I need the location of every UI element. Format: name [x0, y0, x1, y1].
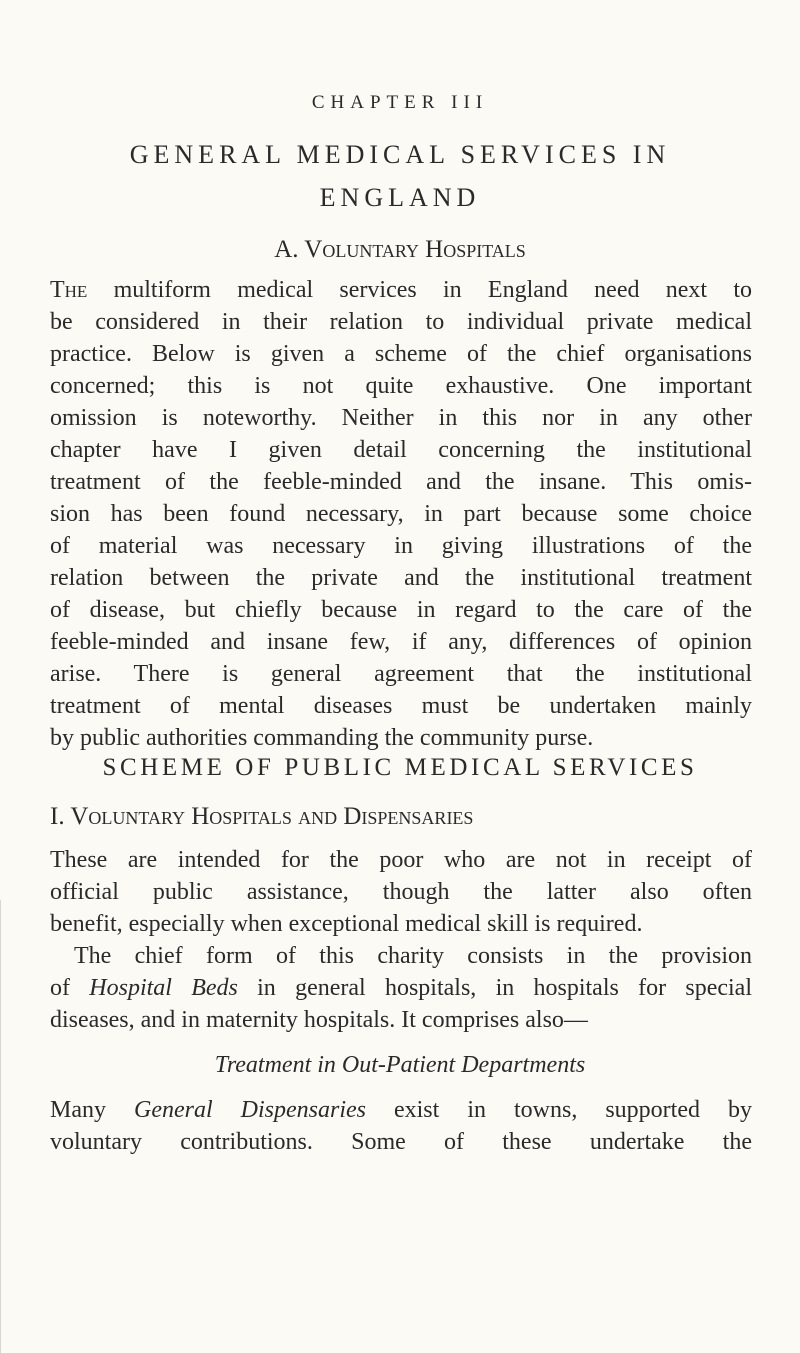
text-line: practice. Below is given a scheme of the chief organisations	[50, 341, 752, 367]
text-line: sion has been found necessary, in part because some choice	[50, 501, 752, 527]
text-line	[50, 972, 752, 1004]
italic-term: Hospital Beds	[89, 975, 238, 1001]
text-line: treatment of the feeble-minded and the insane. This omis-	[50, 469, 752, 495]
text-line: chapter have I given detail concerning the institutional	[50, 437, 752, 463]
scheme-heading: SCHEME OF PUBLIC MEDICAL SERVICES	[102, 754, 698, 781]
text-line: arise. There is general agreement that the institutional	[50, 661, 752, 687]
chapter-title-line-1: GENERAL MEDICAL SERVICES IN	[129, 140, 671, 169]
text-line: These are intended for the poor who are not in receipt of	[50, 847, 752, 873]
text-line: diseases, and in maternity hospitals. It comprises also—	[50, 1007, 588, 1033]
paragraph-intro	[50, 274, 752, 754]
chapter-title-line-2: ENGLAND	[319, 183, 481, 212]
italic-subheading: Treatment in Out-Patient Departments	[214, 1052, 586, 1078]
text-line: The chief form of this charity consists in the provision	[74, 943, 752, 969]
text: exist in towns, supported by	[365, 1097, 752, 1123]
text: of	[50, 975, 90, 1001]
italic-term: General Dispensaries	[134, 1097, 366, 1123]
lead-word: The	[50, 277, 88, 303]
text: in general hospitals, in hospitals for special	[237, 975, 753, 1001]
text-line	[50, 1094, 752, 1126]
text-line: of disease, but chiefly because in regard to the care of the	[50, 597, 752, 623]
text-line: by public authorities commanding the community purse.	[50, 725, 594, 751]
text-line: feeble-minded and insane few, if any, differences of opinion	[50, 629, 752, 655]
text-line: treatment of mental diseases must be undertaken mainly	[50, 693, 752, 719]
section-heading-a: A. Voluntary Hospitals	[274, 236, 526, 263]
paragraph-voluntary	[50, 844, 752, 1036]
text: multiform medical services in England need next to	[87, 277, 752, 303]
text-line: concerned; this is not quite exhaustive. One important	[50, 373, 752, 399]
text-line: voluntary contributions. Some of these undertake the	[50, 1129, 752, 1155]
text: Many	[50, 1097, 134, 1123]
chapter-label: CHAPTER III	[311, 92, 489, 113]
text-line: be considered in their relation to individual private medical	[50, 309, 752, 335]
text-line: relation between the private and the institutional treatment	[50, 565, 752, 591]
text-line: of material was necessary in giving illustrations of the	[50, 533, 752, 559]
page-edge-shadow	[0, 900, 1, 1353]
text-line: benefit, especially when exceptional medical skill is required.	[50, 911, 643, 937]
text-line: omission is noteworthy. Neither in this nor in any other	[50, 405, 752, 431]
paragraph-dispensaries	[50, 1094, 752, 1158]
text-line	[50, 274, 752, 306]
text-line: official public assistance, though the latter also often	[50, 879, 752, 905]
section-heading-i: I. Voluntary Hospitals and Dispensaries	[50, 803, 474, 830]
